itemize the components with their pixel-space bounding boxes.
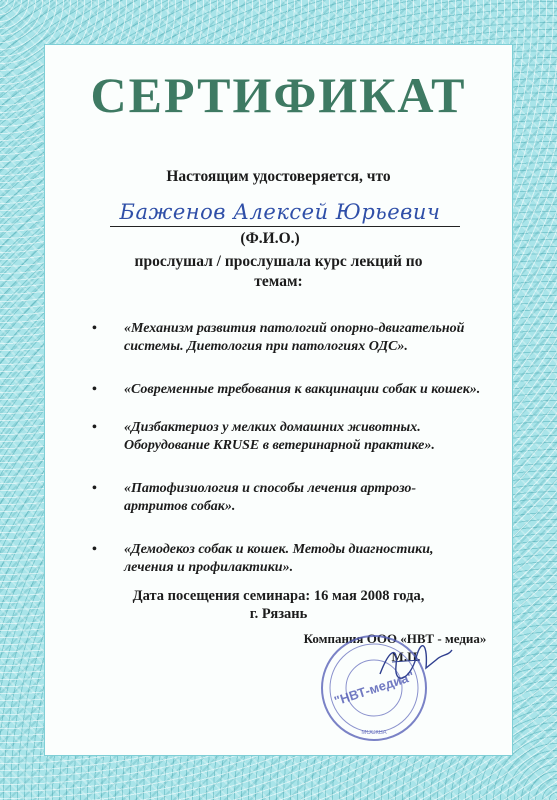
topics-list <box>90 320 510 602</box>
bullet-icon: • <box>92 382 97 397</box>
list-item <box>90 381 510 399</box>
topic-line: Оборудование KRUSE в ветеринарной практике». <box>124 438 435 453</box>
topic-line: «Демодекоз собак и кошек. Методы диагностики, <box>124 542 434 557</box>
city-line: г. Рязань <box>249 606 308 622</box>
bullet-icon: • <box>92 481 97 496</box>
date-line: Дата посещения семинара: 16 мая 2008 года, <box>132 588 425 604</box>
list-item <box>90 541 510 577</box>
company-line: Компания ООО «НВТ - медиа» <box>303 631 487 646</box>
recipient-name: Баженов Алексей Юрьевич <box>119 200 441 224</box>
topic-line: системы. Диетология при патологиях ОДС». <box>124 339 408 354</box>
stamp-city: МОСКВА <box>361 730 387 736</box>
course-line-1: прослушал / прослушала курс лекций по <box>134 253 423 270</box>
list-item <box>90 419 510 455</box>
certificate-title: СЕРТИФИКАТ <box>90 67 467 123</box>
bullet-icon: • <box>92 321 97 336</box>
topic-line: «Дизбактериоз у мелких домашних животных. <box>124 420 421 435</box>
course-line-2: темам: <box>254 273 303 290</box>
intro-text: Настоящим удостоверяется, что <box>166 168 391 185</box>
list-item <box>90 320 510 356</box>
topic-line: «Современные требования к вакцинации собак и кошек». <box>124 382 481 397</box>
topic-line: лечения и профилактики». <box>124 560 294 575</box>
bullet-icon: • <box>92 542 97 557</box>
name-caption: (Ф.И.О.) <box>240 230 300 247</box>
signature <box>376 640 456 684</box>
name-underline <box>110 226 460 227</box>
seal-label: М.П. <box>391 649 421 664</box>
topic-line: «Механизм развития патологий опорно-двигательной <box>124 321 465 336</box>
bullet-icon: • <box>92 420 97 435</box>
topic-line: артритов собак». <box>124 499 236 514</box>
topic-line: «Патофизиология и способы лечения артрозо- <box>124 481 417 496</box>
stamp-text: "НВТ-медиа" <box>332 668 417 709</box>
list-item <box>90 480 510 516</box>
